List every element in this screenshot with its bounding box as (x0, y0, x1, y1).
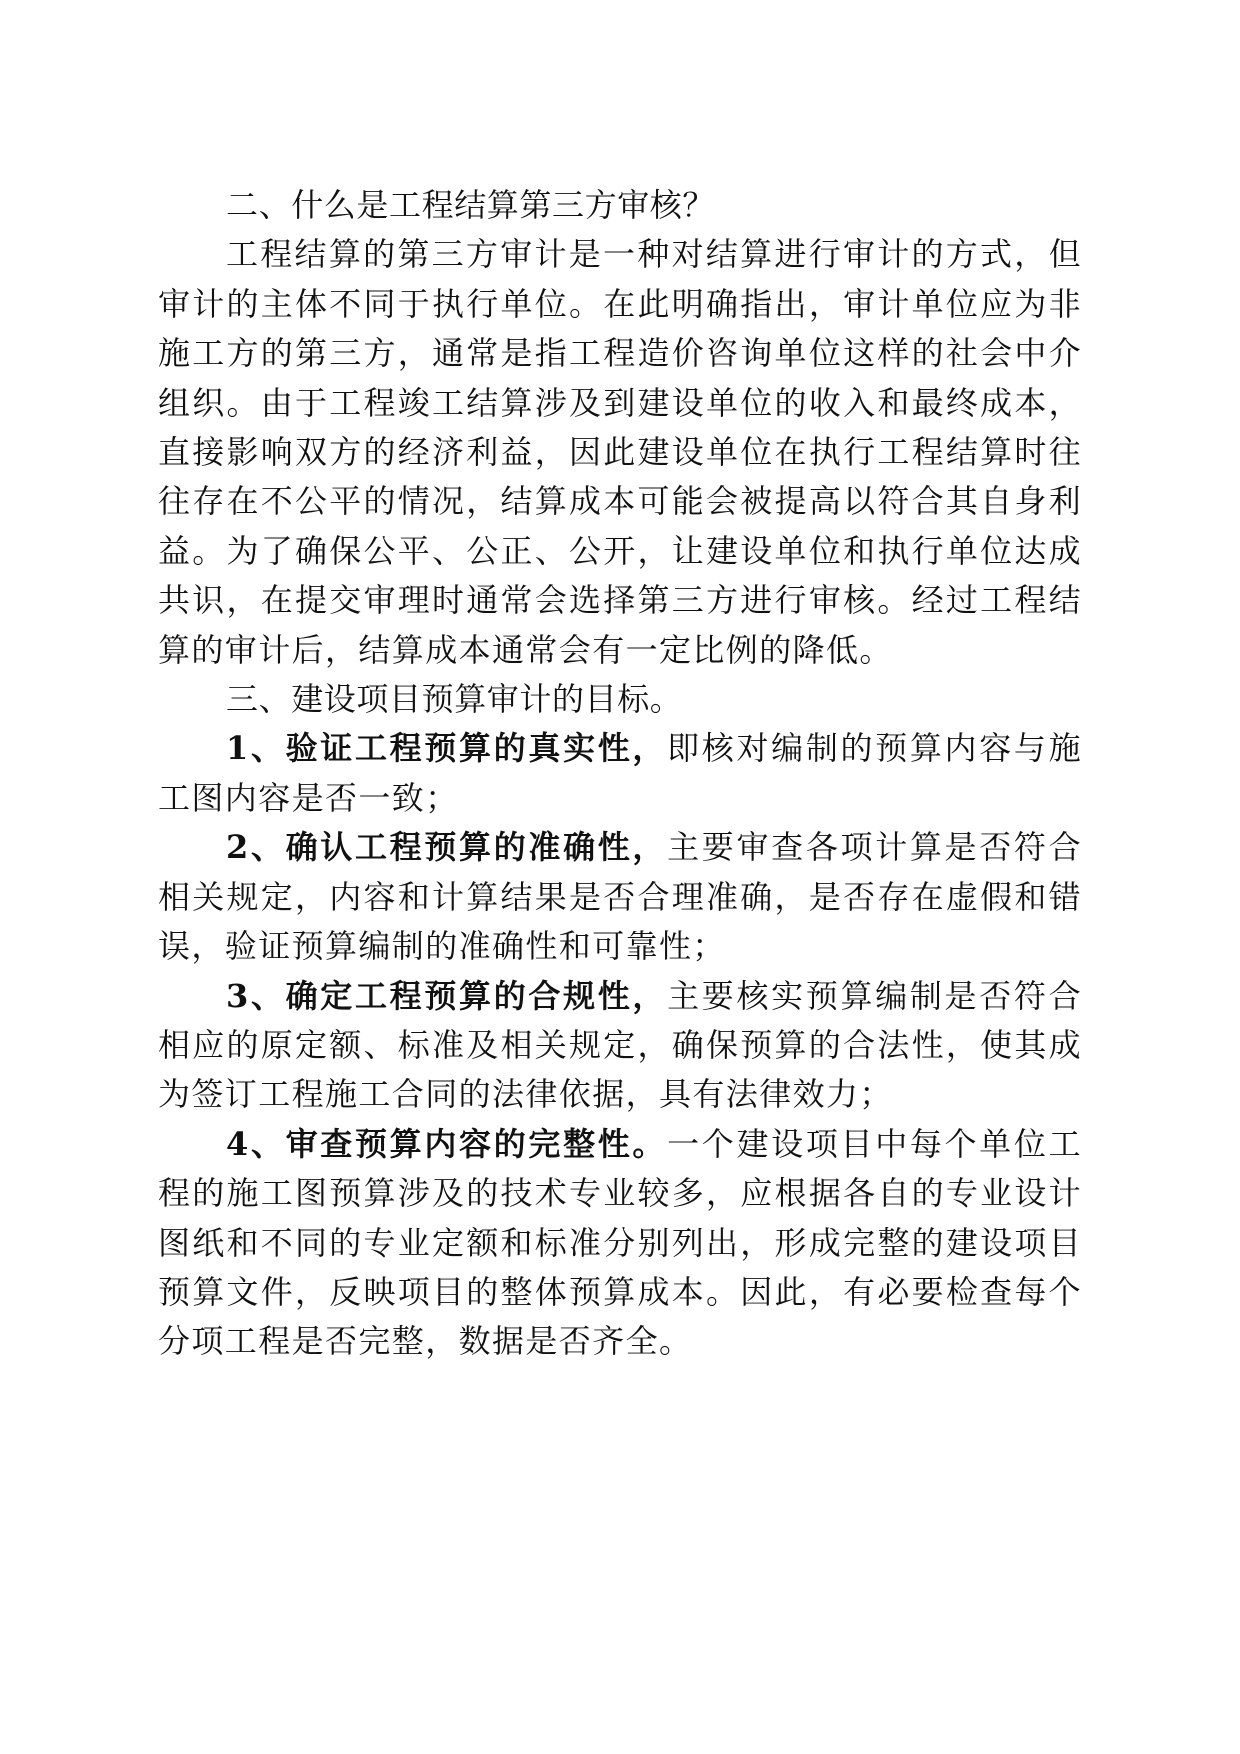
section-heading-3: 三、建设项目预算审计的目标。 (226, 680, 683, 719)
document-body (158, 181, 1082, 1367)
section-2-paragraph: 工程结算的第三方审计是一种对结算进行审计的方式，但审计的主体不同于执行单位。在此明确指出，审计单位应为非施工方的第三方，通常是指工程造价咨询单位这样的社会中介组织。由于工程竣工结算涉及到建设单位的收入和最终成本，直接影响双方的经济利益，因此建设单位在执行工程结算时往往存在不公平的情况，结算成本可能会被提高以符合其自身利益。为了确保公平、公正、公开，让建设单位和执行单位达成共识，在提交审理时通常会选择第三方进行审核。经过工程结算的审计后，结算成本通常会有一定比例的降低。 (158, 235, 1082, 669)
objective-2-lead: 2、确认工程预算的准确性， (226, 828, 668, 867)
objective-3-lead: 3、确定工程预算的合规性， (226, 976, 668, 1015)
objective-item-4 (158, 1120, 1082, 1367)
objective-1-text: 即核对编制的预算内容与施工图内容是否一致； (158, 729, 1082, 817)
objective-1-lead: 1、验证工程预算的真实性， (226, 729, 668, 768)
objective-item-3 (158, 972, 1082, 1120)
objective-2-text: 主要审查各项计算是否符合相关规定，内容和计算结果是否合理准确，是否存在虚假和错误，验证预算编制的准确性和可靠性； (158, 828, 1082, 966)
objective-3-text: 主要核实预算编制是否符合相应的原定额、标准及相关规定，确保预算的合法性，使其成为签订工程施工合同的法律依据，具有法律效力； (158, 976, 1082, 1114)
objective-item-1 (158, 724, 1082, 823)
section-heading-2: 二、什么是工程结算第三方审核？ (226, 186, 716, 224)
objective-item-2 (158, 823, 1082, 971)
objective-4-lead: 4、审查预算内容的完整性。 (226, 1124, 668, 1163)
objective-4-text: 一个建设项目中每个单位工程的施工图预算涉及的技术专业较多，应根据各自的专业设计图纸和不同的专业定额和标准分别列出，形成完整的建设项目预算文件，反映项目的整体预算成本。因此，有必要检查每个分项工程是否完整，数据是否齐全。 (158, 1124, 1082, 1361)
